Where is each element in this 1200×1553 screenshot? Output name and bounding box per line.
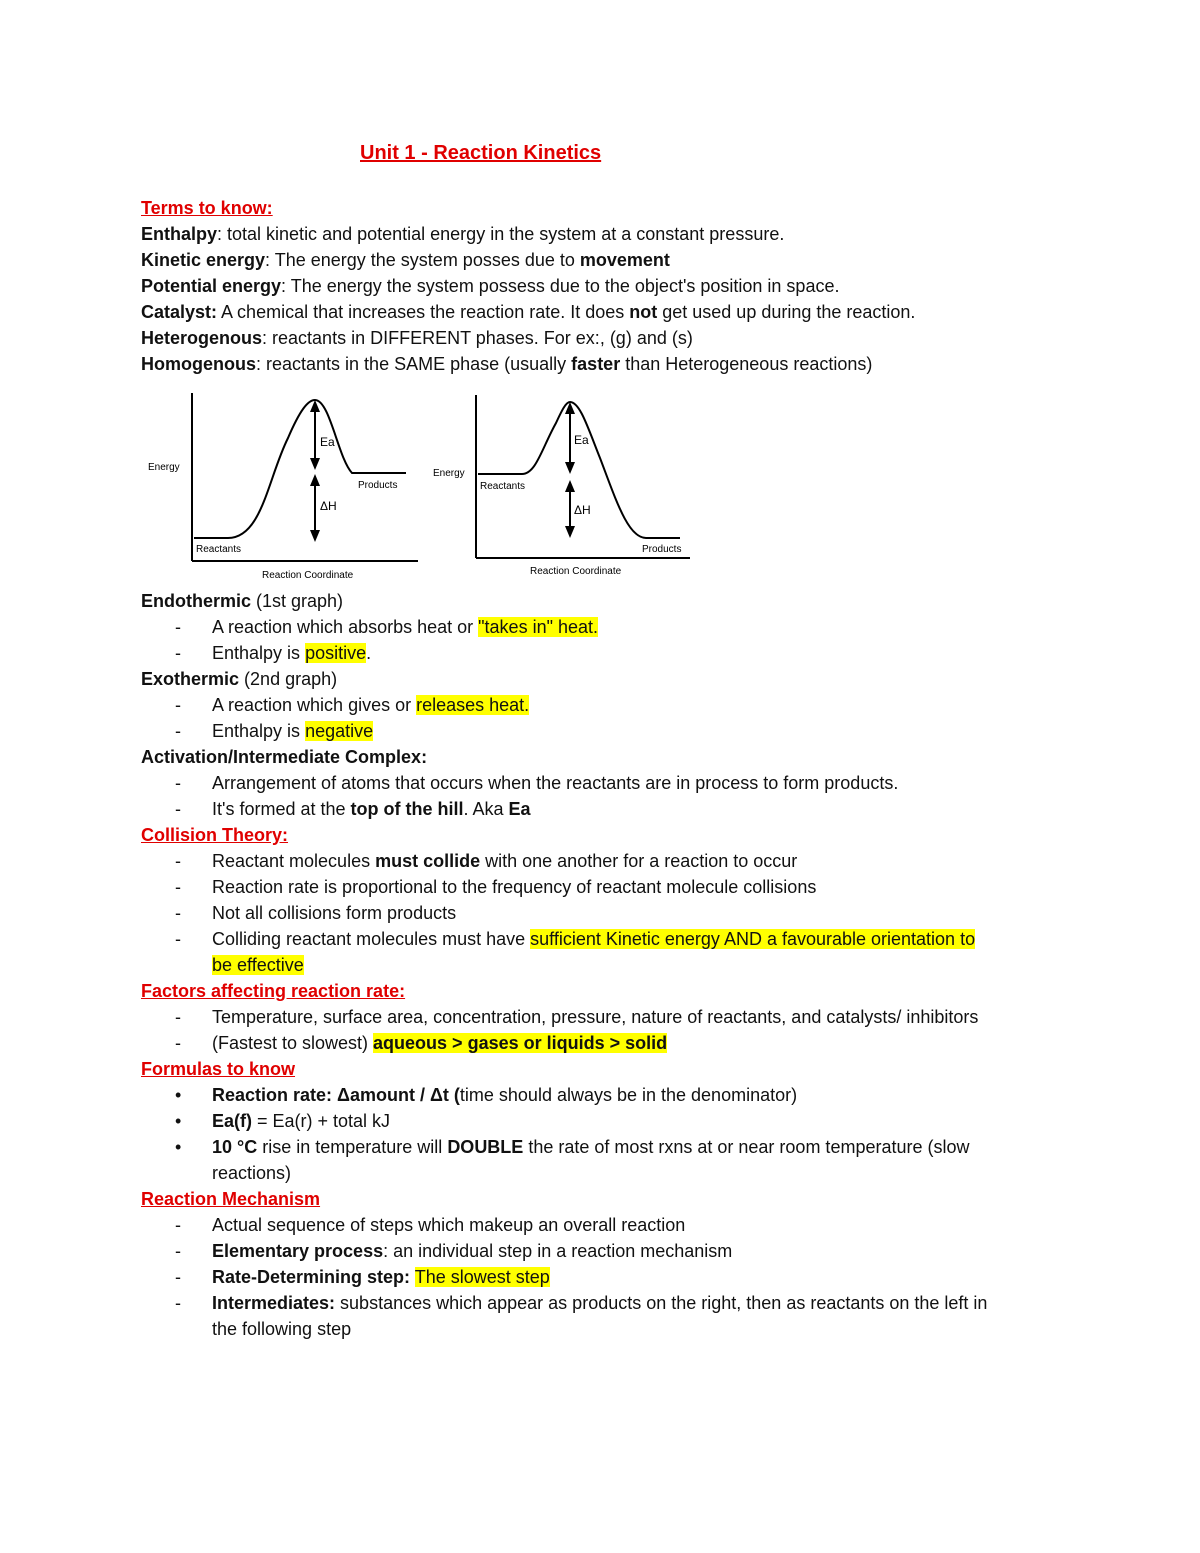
dh-label: ΔH — [320, 499, 337, 513]
dh-label: ΔH — [574, 503, 591, 517]
list-item-continuation: be effective — [212, 955, 304, 975]
reaction-curve — [478, 402, 680, 538]
dh-arrowhead-down — [565, 526, 575, 538]
exothermic-energy-diagram — [430, 388, 700, 584]
activation-heading: Activation/Intermediate Complex: — [141, 747, 428, 767]
endothermic-heading: Endothermic (1st graph) — [141, 591, 344, 611]
list-item: • Reaction rate: Δamount / Δt (time should always be in the denominator) — [175, 1085, 798, 1105]
list-item: - A reaction which gives or releases heat. — [175, 695, 530, 715]
term-potential-energy: Potential energy: The energy the system possess due to the object's position in space. — [141, 276, 840, 296]
list-item-continuation: the following step — [212, 1319, 352, 1339]
list-item: - Rate-Determining step: The slowest step — [175, 1267, 550, 1287]
x-axis-label: Reaction Coordinate — [530, 566, 622, 577]
list-item: - Enthalpy is positive. — [175, 643, 372, 663]
list-item: - Colliding reactant molecules must have sufficient Kinetic energy AND a favourable orientation to — [175, 929, 976, 949]
term-heterogenous: Heterogenous: reactants in DIFFERENT phases. For ex:, (g) and (s) — [141, 328, 693, 348]
terms-heading: Terms to know: — [141, 198, 273, 218]
exothermic-heading: Exothermic (2nd graph) — [141, 669, 338, 689]
list-item: - Intermediates: substances which appear as products on the right, then as reactants on the left in — [175, 1293, 988, 1313]
list-item: - It's formed at the top of the hill. Aka Ea — [175, 799, 531, 819]
reaction-curve — [194, 400, 406, 538]
list-item: - Enthalpy is negative — [175, 721, 374, 741]
reactants-label: Reactants — [196, 544, 242, 555]
endothermic-energy-diagram — [140, 388, 440, 584]
dh-arrowhead-down — [310, 530, 320, 542]
dh-arrowhead-up — [565, 480, 575, 492]
y-axis-label: Energy — [148, 462, 180, 473]
ea-arrowhead-down — [310, 458, 320, 470]
mechanism-heading: Reaction Mechanism — [141, 1189, 321, 1209]
dh-arrowhead-up — [310, 474, 320, 486]
term-homogenous: Homogenous: reactants in the SAME phase (usually faster than Heterogeneous reactions) — [141, 354, 873, 374]
ea-arrowhead-down — [565, 462, 575, 474]
y-axis-label: Energy — [433, 468, 465, 479]
list-item: - Not all collisions form products — [175, 903, 457, 923]
formulas-heading: Formulas to know — [141, 1059, 296, 1079]
list-item: - (Fastest to slowest) aqueous > gases or liquids > solid — [175, 1033, 668, 1053]
list-item: - Arrangement of atoms that occurs when the reactants are in process to form products. — [175, 773, 899, 793]
list-item: - Reactant molecules must collide with one another for a reaction to occur — [175, 851, 798, 871]
term-enthalpy: Enthalpy: total kinetic and potential energy in the system at a constant pressure. — [141, 224, 785, 244]
term-catalyst: Catalyst: A chemical that increases the reaction rate. It does not get used up during the reaction. — [141, 302, 916, 322]
list-item: • 10 °C rise in temperature will DOUBLE the rate of most rxns at or near room temperature (slow — [175, 1137, 970, 1157]
factors-heading: Factors affecting reaction rate: — [141, 981, 406, 1001]
list-item: - A reaction which absorbs heat or "takes in" heat. — [175, 617, 599, 637]
list-item: - Temperature, surface area, concentration, pressure, nature of reactants, and catalysts/ inhibitors — [175, 1007, 979, 1027]
page-title: Unit 1 - Reaction Kinetics — [360, 142, 602, 164]
ea-label: Ea — [574, 433, 589, 447]
products-label: Products — [358, 480, 398, 491]
list-item: - Actual sequence of steps which makeup an overall reaction — [175, 1215, 686, 1235]
reactants-label: Reactants — [480, 481, 526, 492]
list-item: - Reaction rate is proportional to the frequency of reactant molecule collisions — [175, 877, 817, 897]
collision-theory-heading: Collision Theory: — [141, 825, 289, 845]
products-label: Products — [642, 544, 682, 555]
ea-label: Ea — [320, 435, 335, 449]
list-item: - Elementary process: an individual step in a reaction mechanism — [175, 1241, 733, 1261]
term-kinetic-energy: Kinetic energy: The energy the system posses due to movement — [141, 250, 670, 270]
x-axis-label: Reaction Coordinate — [262, 570, 354, 581]
list-item: • Ea(f) = Ea(r) + total kJ — [175, 1111, 391, 1131]
list-item-continuation: reactions) — [212, 1163, 292, 1183]
